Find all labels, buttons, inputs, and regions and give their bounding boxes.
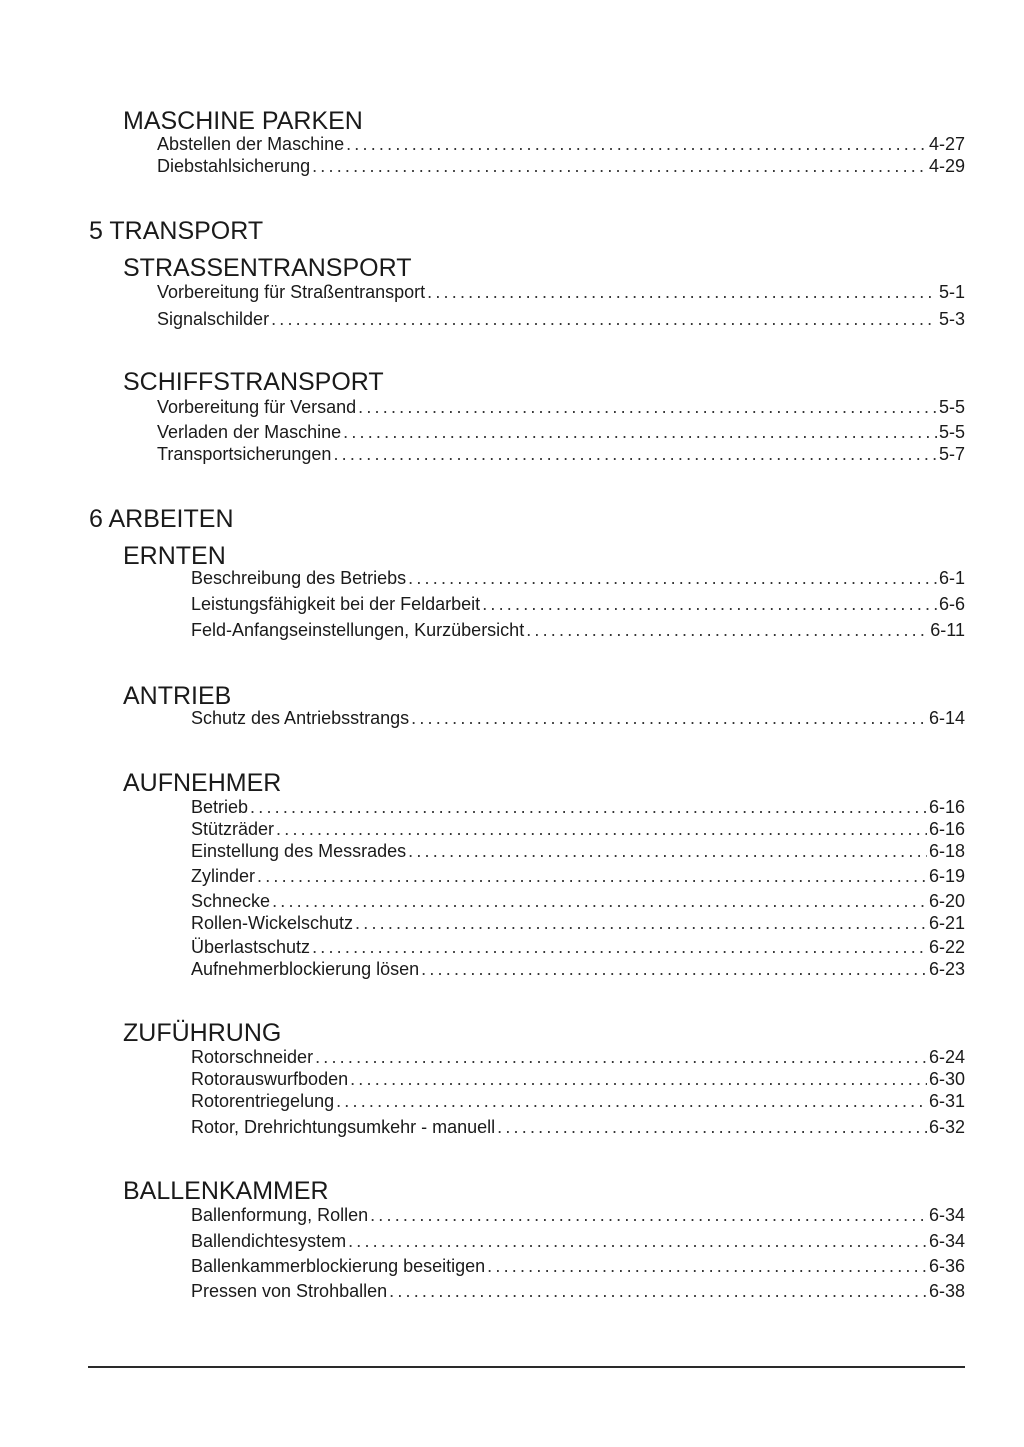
page-number: 6-32	[928, 1117, 965, 1137]
entry-title: Rotor, Drehrichtungsumkehr - manuell	[191, 1117, 496, 1137]
dot-leader	[408, 840, 927, 862]
toc-entry[interactable]	[191, 1280, 965, 1302]
toc-entry[interactable]	[191, 865, 965, 887]
dot-leader	[370, 1204, 927, 1226]
toc-entry[interactable]	[191, 936, 965, 958]
section-heading: ERNTEN	[123, 542, 226, 570]
toc-entry[interactable]	[191, 707, 965, 729]
entry-title: Ballenkammerblockierung beseitigen	[191, 1256, 486, 1276]
page-number: 6-18	[928, 841, 965, 861]
page-number: 5-5	[938, 397, 965, 417]
entry-title: Vorbereitung für Versand	[157, 397, 357, 417]
page-number: 6-24	[928, 1047, 965, 1067]
toc-entry[interactable]	[191, 1068, 965, 1090]
page-number: 6-6	[938, 594, 965, 614]
entry-title: Ballenformung, Rollen	[191, 1205, 369, 1225]
entry-title: Abstellen der Maschine	[157, 134, 345, 154]
toc-entry[interactable]	[191, 818, 965, 840]
dot-leader	[526, 619, 928, 641]
dot-leader	[250, 796, 927, 818]
entry-title: Leistungsfähigkeit bei der Feldarbeit	[191, 594, 481, 614]
toc-entry[interactable]	[157, 396, 965, 418]
entry-title: Transportsicherungen	[157, 444, 332, 464]
dot-leader	[411, 707, 927, 729]
dot-leader	[276, 818, 927, 840]
dot-leader	[272, 890, 927, 912]
entry-title: Beschreibung des Betriebs	[191, 568, 407, 588]
dot-leader	[482, 593, 937, 615]
page-number: 6-16	[928, 819, 965, 839]
entry-title: Rollen-Wickelschutz	[191, 913, 354, 933]
dot-leader	[312, 936, 927, 958]
entry-title: Rotorschneider	[191, 1047, 314, 1067]
entry-title: Diebstahlsicherung	[157, 156, 311, 176]
entry-title: Rotorauswurfboden	[191, 1069, 349, 1089]
entry-title: Schnecke	[191, 891, 271, 911]
toc-entry[interactable]	[191, 796, 965, 818]
page-number: 6-30	[928, 1069, 965, 1089]
entry-title: Pressen von Strohballen	[191, 1281, 388, 1301]
page-number: 6-34	[928, 1231, 965, 1251]
dot-leader	[271, 308, 937, 330]
entry-title: Zylinder	[191, 866, 256, 886]
dot-leader	[350, 1068, 927, 1090]
entry-title: Stützräder	[191, 819, 275, 839]
toc-entry[interactable]	[157, 443, 965, 465]
page-number: 5-3	[938, 309, 965, 329]
entry-title: Überlastschutz	[191, 937, 311, 957]
dot-leader	[355, 912, 927, 934]
dot-leader	[358, 396, 937, 418]
entry-title: Schutz des Antriebsstrangs	[191, 708, 410, 728]
dot-leader	[497, 1116, 927, 1138]
page-number: 4-29	[928, 156, 965, 176]
entry-title: Aufnehmerblockierung lösen	[191, 959, 420, 979]
footer-rule	[88, 1366, 965, 1368]
dot-leader	[389, 1280, 927, 1302]
section-heading: AUFNEHMER	[123, 769, 282, 797]
page-number: 6-20	[928, 891, 965, 911]
entry-title: Vorbereitung für Straßentransport	[157, 282, 426, 302]
dot-leader	[487, 1255, 927, 1277]
toc-entry[interactable]	[157, 308, 965, 330]
toc-entry[interactable]	[191, 619, 965, 641]
page-number: 6-34	[928, 1205, 965, 1225]
toc-entry[interactable]	[157, 281, 965, 303]
entry-title: Verladen der Maschine	[157, 422, 342, 442]
page-number: 5-5	[938, 422, 965, 442]
dot-leader	[343, 421, 937, 443]
section-heading: STRASSENTRANSPORT	[123, 254, 412, 282]
chapter-heading: 5 TRANSPORT	[89, 217, 264, 245]
dot-leader	[336, 1090, 927, 1112]
page-number: 6-38	[928, 1281, 965, 1301]
entry-title: Rotorentriegelung	[191, 1091, 335, 1111]
page-number: 6-1	[938, 568, 965, 588]
page-number: 6-11	[930, 620, 965, 640]
page-number: 6-36	[928, 1256, 965, 1276]
dot-leader	[348, 1230, 927, 1252]
toc-entry[interactable]	[157, 155, 965, 177]
toc-entry[interactable]	[191, 1116, 965, 1138]
toc-entry[interactable]	[191, 1204, 965, 1226]
page-number: 6-31	[928, 1091, 965, 1111]
dot-leader	[315, 1046, 927, 1068]
dot-leader	[421, 958, 927, 980]
toc-entry[interactable]	[191, 1230, 965, 1252]
entry-title: Betrieb	[191, 797, 249, 817]
page-number: 6-21	[928, 913, 965, 933]
page-number: 5-1	[938, 282, 965, 302]
toc-entry[interactable]	[191, 593, 965, 615]
dot-leader	[333, 443, 937, 465]
toc-entry[interactable]	[191, 1255, 965, 1277]
page-number: 5-7	[938, 444, 965, 464]
section-heading: ZUFÜHRUNG	[123, 1019, 282, 1047]
toc-entry[interactable]	[191, 840, 965, 862]
page-number: 6-23	[928, 959, 965, 979]
page-number: 6-16	[928, 797, 965, 817]
entry-title: Feld-Anfangseinstellungen, Kurzübersicht	[191, 620, 525, 640]
toc-entry[interactable]	[157, 421, 965, 443]
page-number: 6-19	[928, 866, 965, 886]
dot-leader	[427, 281, 937, 303]
chapter-heading: 6 ARBEITEN	[89, 505, 234, 533]
entry-title: Ballendichtesystem	[191, 1231, 347, 1251]
toc-entry[interactable]	[191, 1090, 965, 1112]
entry-title: Einstellung des Messrades	[191, 841, 407, 861]
toc-entry[interactable]	[191, 1046, 965, 1068]
section-heading: SCHIFFSTRANSPORT	[123, 368, 384, 396]
page-number: 6-14	[928, 708, 965, 728]
dot-leader	[312, 155, 927, 177]
toc-entry[interactable]	[157, 133, 965, 155]
dot-leader	[346, 133, 927, 155]
toc-entry[interactable]	[191, 567, 965, 589]
section-heading: MASCHINE PARKEN	[123, 107, 363, 135]
section-heading: ANTRIEB	[123, 682, 232, 710]
toc-entry[interactable]	[191, 890, 965, 912]
dot-leader	[408, 567, 937, 589]
toc-entry[interactable]	[191, 912, 965, 934]
entry-title: Signalschilder	[157, 309, 270, 329]
page-number: 4-27	[928, 134, 965, 154]
page-number: 6-22	[928, 937, 965, 957]
toc-entry[interactable]	[191, 958, 965, 980]
dot-leader	[257, 865, 927, 887]
section-heading: BALLENKAMMER	[123, 1177, 329, 1205]
